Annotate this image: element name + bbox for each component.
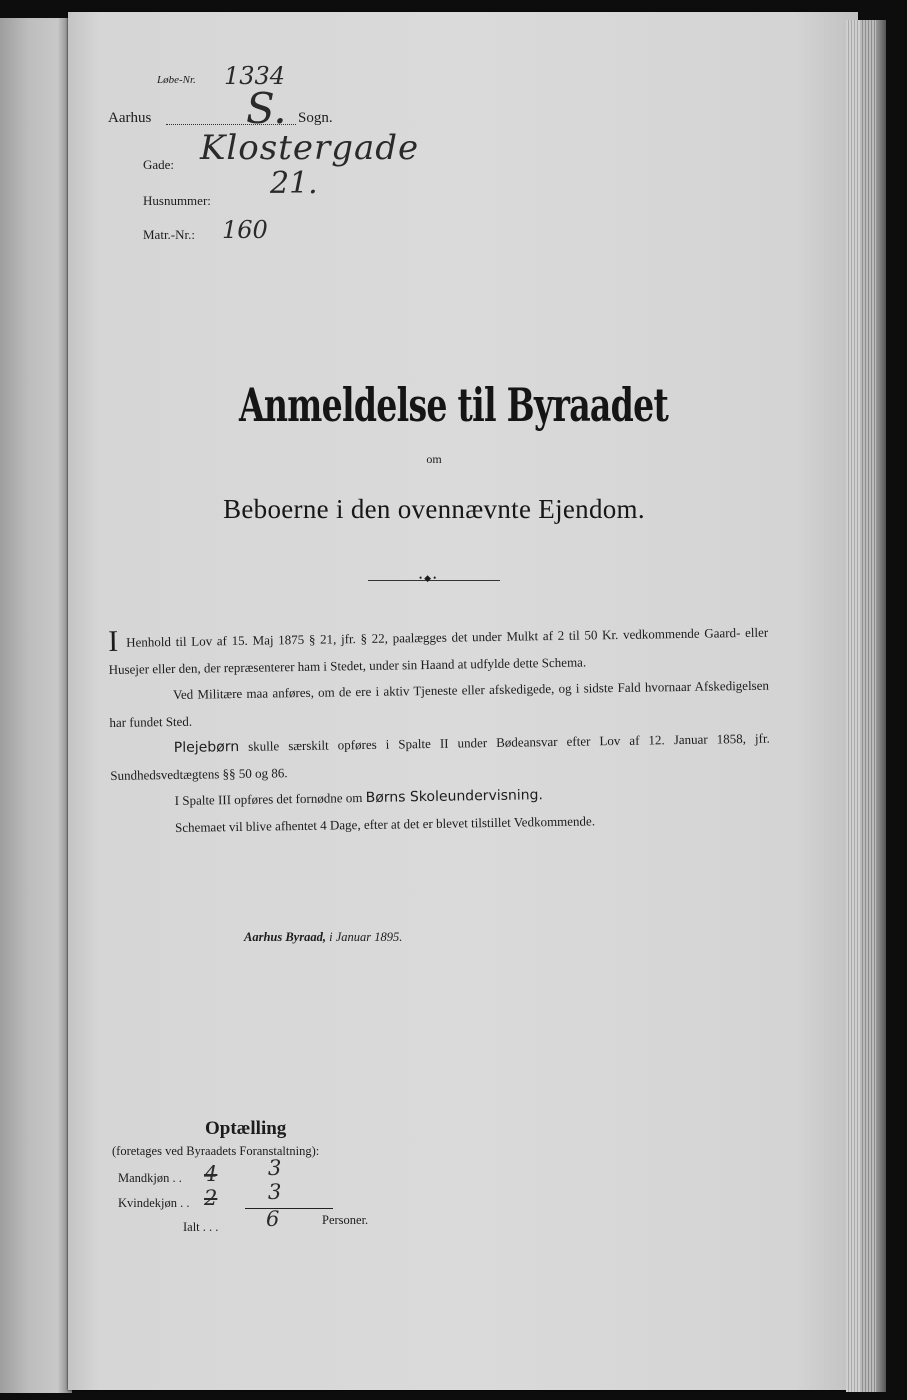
document-subtitle: Beboerne i den ovennævnte Ejendom. xyxy=(223,494,645,524)
issuer-name: Aarhus Byraad, xyxy=(244,930,326,944)
ialt-label: Ialt . . . xyxy=(183,1220,219,1234)
document-title: Anmeldelse til Byraadet xyxy=(238,378,669,432)
page-stack-edge-2 xyxy=(860,20,876,1392)
kvindekjon-label: Kvindekjøn . . xyxy=(118,1196,190,1210)
city-label: Aarhus xyxy=(108,110,152,126)
page-stack-shadow xyxy=(876,20,886,1392)
kvindekjon-struck-value: 2 xyxy=(204,1186,218,1210)
paragraph-5-text: Schemaet vil blive afhentet 4 Dage, efter at det er blevet tilstillet Vedkommende. xyxy=(174,812,596,835)
page-stack-edge xyxy=(846,20,860,1392)
parish-value: S. xyxy=(246,84,287,133)
matr-label: Matr.-Nr.: xyxy=(143,227,195,242)
instructions-text xyxy=(108,620,771,842)
previous-page-edge xyxy=(0,18,72,1393)
plejeborn-heading: Plejebørn xyxy=(173,738,240,756)
count-subtitle: (foretages ved Byraadets Foranstaltning): xyxy=(112,1144,320,1158)
gade-label: Gade: xyxy=(143,157,175,172)
sum-line xyxy=(245,1208,333,1209)
ialt-value: 6 xyxy=(266,1207,280,1231)
personer-label: Personer. xyxy=(322,1213,369,1227)
mandkjon-label: Mandkjøn . . xyxy=(118,1171,182,1185)
issue-date: i Januar 1895. xyxy=(329,930,403,944)
matr-value: 160 xyxy=(222,216,268,244)
lobe-nr-value: 1334 xyxy=(224,62,286,90)
paragraph-1-text: Henhold til Lov af 15. Maj 1875 § 21, jfr. § 22, paalægges det under Mulkt af 2 til 50 Kr. vedkommende Gaard- eller Husejer eller den, der repræsenterer ham i Stedet, under sin Haand at udfylde dette Schema. xyxy=(108,624,769,677)
paragraph-2-text: Ved Militære maa anføres, om de ere i aktiv Tjeneste eller afskedigede, og i sidste Fald hvornaar Afskedigelsen har fundet Sted. xyxy=(109,677,770,730)
issuer-signature xyxy=(244,930,402,945)
drop-cap: I xyxy=(107,624,119,658)
divider-ornament: •◆• xyxy=(419,573,439,583)
kvindekjon-value: 3 xyxy=(268,1180,282,1204)
gade-value: Klostergade xyxy=(200,128,420,168)
husnummer-value: 21. xyxy=(270,166,318,201)
sogn-label: Sogn. xyxy=(298,110,333,126)
count-title: Optælling xyxy=(205,1118,287,1139)
mandkjon-struck-value: 4 xyxy=(204,1162,218,1186)
paragraph-3-text: skulle særskilt opføres i Spalte II under Bødeansvar efter Lov af 12. Januar 1858, jfr. Sundhedsvedtægtens §§ 50 og 86. xyxy=(110,730,770,783)
husnummer-label: Husnummer: xyxy=(143,193,211,208)
title-connector: om xyxy=(426,452,442,466)
paragraph-4-text: I Spalte III opføres det fornødne om xyxy=(174,790,363,808)
mandkjon-value: 3 xyxy=(268,1156,282,1180)
skoleundervisning-heading: Børns Skoleundervisning. xyxy=(365,787,544,806)
lobe-nr-label: Løbe-Nr. xyxy=(157,74,196,86)
